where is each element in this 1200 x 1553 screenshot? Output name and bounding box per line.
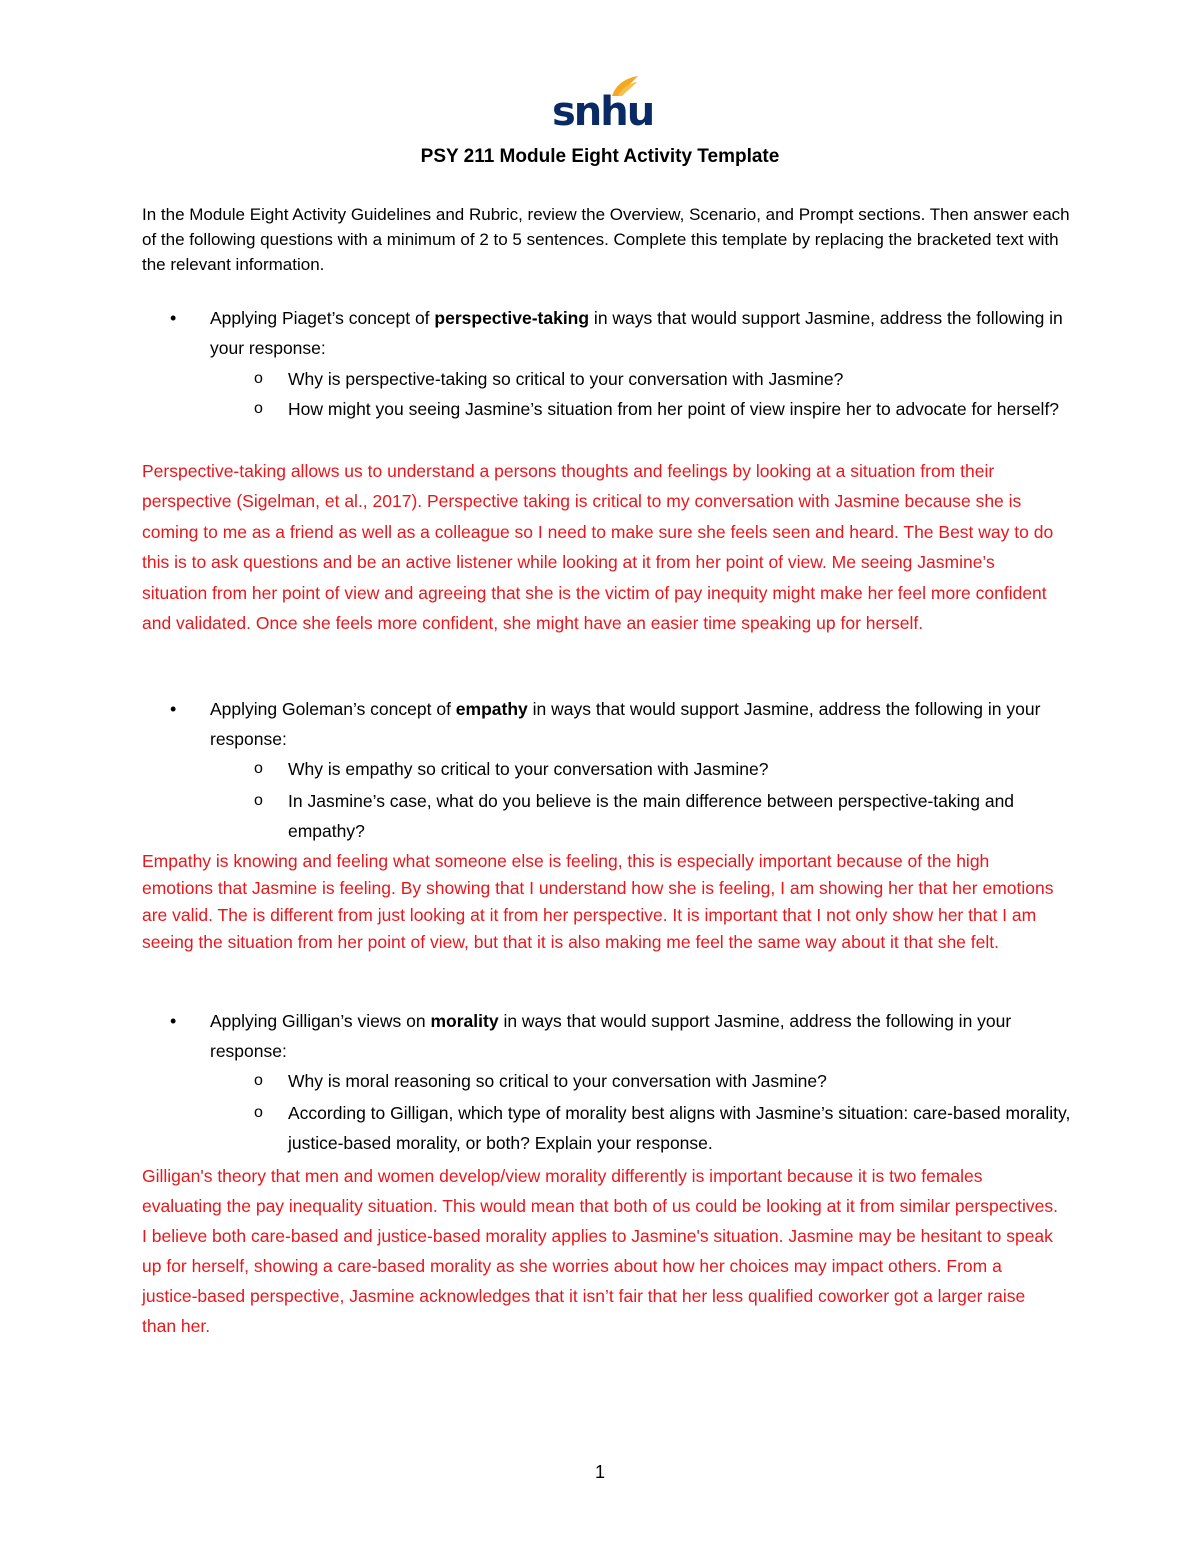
- bullet-keyword: empathy: [455, 699, 528, 719]
- sub-question-text: Why is empathy so critical to your conversation with Jasmine?: [288, 759, 769, 779]
- bullet-glyph: •: [170, 1011, 177, 1031]
- bullet-prefix: Applying Piaget’s concept of: [210, 308, 435, 328]
- bullet-suffix: in ways that would support Jasmine, address the following in your response:: [210, 699, 1041, 749]
- answer-empathy: Empathy is knowing and feeling what someone else is feeling, this is especially important because of the high emotions that Jasmine is feeling. By showing that I understand how she is feeling, I am showing her that her emotions are valid. The is different from just looking at it from her perspective. It is important that I not only show her that I am seeing the situation from her point of view, but that it is also making me feel the same way about it that she felt.: [142, 851, 1054, 952]
- sub-question: [254, 364, 1078, 394]
- sub-glyph: o: [254, 370, 263, 387]
- bullet-glyph: •: [170, 699, 177, 719]
- sub-glyph: o: [254, 1072, 263, 1089]
- sub-question-text: Why is moral reasoning so critical to your conversation with Jasmine?: [288, 1071, 827, 1091]
- logo-wordmark: snhu: [552, 89, 654, 135]
- sub-question: [254, 1066, 1078, 1096]
- sub-question-text: In Jasmine’s case, what do you believe is the main difference between perspective-taking and empathy?: [288, 791, 1015, 841]
- bullet-keyword: perspective-taking: [434, 308, 590, 328]
- sub-question-text: According to Gilligan, which type of morality best aligns with Jasmine’s situation: care-based morality, justice-based morality, or both? Explain your response.: [288, 1103, 1071, 1153]
- bullet-empathy: [170, 694, 1090, 754]
- sub-question: [254, 1098, 1078, 1158]
- sub-question-text: Why is perspective-taking so critical to your conversation with Jasmine?: [288, 369, 844, 389]
- sub-question: [254, 754, 1078, 784]
- page-number: 1: [594, 1462, 605, 1482]
- intro-paragraph: In the Module Eight Activity Guidelines and Rubric, review the Overview, Scenario, and Prompt sections. Then answer each of the following questions with a minimum of 2 to 5 sentences. Complete this template by replacing the bracketed text with the relevant information.: [142, 205, 1070, 274]
- bullet-perspective-taking: [170, 303, 1090, 363]
- sub-question: [254, 394, 1078, 424]
- sub-glyph: o: [254, 1104, 263, 1121]
- sub-glyph: o: [254, 760, 263, 777]
- bullet-glyph: •: [170, 308, 177, 328]
- bullet-keyword: morality: [430, 1011, 499, 1031]
- sub-glyph: o: [254, 400, 263, 417]
- bullet-suffix: in ways that would support Jasmine, address the following in your response:: [210, 1011, 1012, 1061]
- bullet-prefix: Applying Gilligan’s views on: [210, 1011, 431, 1031]
- bullet-morality: [170, 1006, 1090, 1066]
- sub-question-text: How might you seeing Jasmine’s situation from her point of view inspire her to advocate for herself?: [288, 399, 1060, 419]
- sub-question: [254, 786, 1078, 846]
- answer-perspective-taking: Perspective-taking allows us to understand a persons thoughts and feelings by looking at a situation from their perspective (Sigelman, et al., 2017). Perspective taking is critical to my conversation with Jasmine because she is coming to me as a friend as well as a colleague so I need to make sure she feels seen and heard. The Best way to do this is to ask questions and be an active listener while looking at it from her point of view. Me seeing Jasmine’s situation from her point of view and agreeing that she is the victim of pay inequity might make her feel more confident and validated. Once she feels more confident, she might have an easier time speaking up for herself.: [142, 461, 1054, 634]
- bullet-suffix: in ways that would support Jasmine, address the following in your response:: [210, 308, 1063, 358]
- answer-morality: Gilligan's theory that men and women develop/view morality differently is important because it is two females evaluating the pay inequality situation. This would mean that both of us could be looking at it from similar perspectives. I believe both care-based and justice-based morality applies to Jasmine's situation. Jasmine may be hesitant to speak up for herself, showing a care-based morality as she worries about how her choices may impact others. From a justice-based perspective, Jasmine acknowledges that it isn’t fair that her less qualified coworker got a larger raise than her.: [142, 1166, 1059, 1336]
- snhu-logo: [552, 72, 654, 135]
- bullet-prefix: Applying Goleman’s concept of: [210, 699, 456, 719]
- sub-glyph: o: [254, 792, 263, 809]
- document-title: PSY 211 Module Eight Activity Template: [420, 146, 780, 167]
